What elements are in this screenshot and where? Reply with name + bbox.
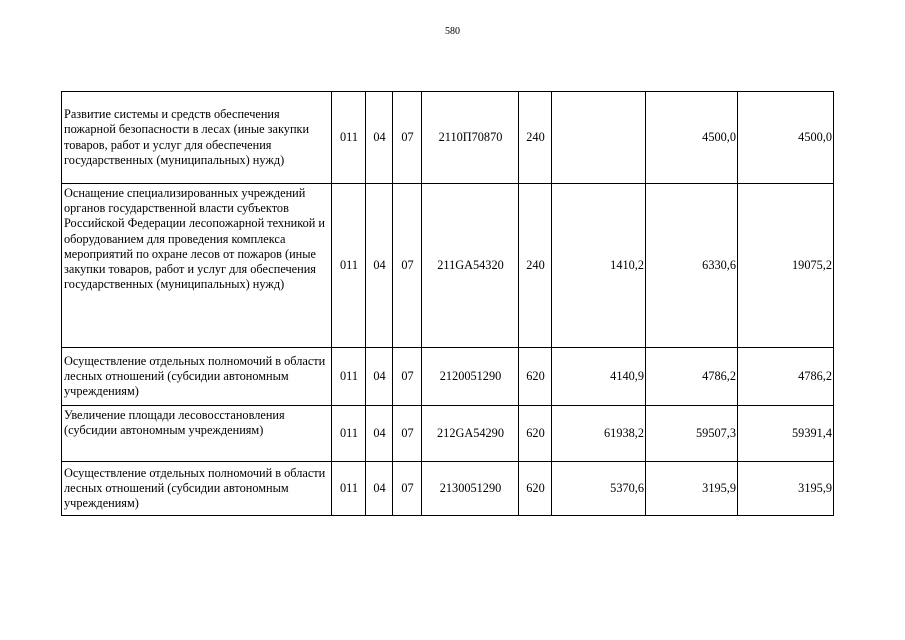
subsection-code: 07 <box>393 406 422 462</box>
table-row <box>62 406 834 462</box>
expense-type-code: 240 <box>519 184 552 348</box>
amount-2: 4500,0 <box>646 92 738 184</box>
amount-1: 61938,2 <box>552 406 646 462</box>
amount-2: 6330,6 <box>646 184 738 348</box>
budget-table <box>61 91 834 516</box>
section-code: 04 <box>366 462 393 516</box>
subsection-code: 07 <box>393 348 422 406</box>
amount-2: 3195,9 <box>646 462 738 516</box>
ministry-code: 011 <box>332 406 366 462</box>
expense-type-code: 620 <box>519 348 552 406</box>
subsection-code: 07 <box>393 92 422 184</box>
ministry-code: 011 <box>332 92 366 184</box>
amount-2: 59507,3 <box>646 406 738 462</box>
row-name: Осуществление отдельных полномочий в области лесных отношений (субсидии автономным учреждениям) <box>62 462 332 516</box>
amount-3: 19075,2 <box>738 184 834 348</box>
ministry-code: 011 <box>332 462 366 516</box>
expense-type-code: 620 <box>519 462 552 516</box>
amount-3: 59391,4 <box>738 406 834 462</box>
expense-type-code: 240 <box>519 92 552 184</box>
amount-1 <box>552 92 646 184</box>
amount-1: 5370,6 <box>552 462 646 516</box>
section-code: 04 <box>366 406 393 462</box>
target-article-code: 212GA54290 <box>422 406 519 462</box>
row-name: Осуществление отдельных полномочий в области лесных отношений (субсидии автономным учреждениям) <box>62 348 332 406</box>
table-row <box>62 92 834 184</box>
section-code: 04 <box>366 184 393 348</box>
row-name: Оснащение специализированных учреждений органов государственной власти субъектов Российской Федерации лесопожарной техникой и оборудованием для проведения комплекса мероприятий по охране лесов от пожаров (иные закупки товаров, работ и услуг для обеспечения государственных (муниципальных) нужд) <box>62 184 332 348</box>
subsection-code: 07 <box>393 462 422 516</box>
amount-1: 4140,9 <box>552 348 646 406</box>
amount-1: 1410,2 <box>552 184 646 348</box>
subsection-code: 07 <box>393 184 422 348</box>
section-code: 04 <box>366 348 393 406</box>
ministry-code: 011 <box>332 184 366 348</box>
expense-type-code: 620 <box>519 406 552 462</box>
row-name: Развитие системы и средств обеспечения пожарной безопасности в лесах (иные закупки товаров, работ и услуг для обеспечения государственных (муниципальных) нужд) <box>62 92 332 184</box>
row-name: Увеличение площади лесовосстановления (субсидии автономным учреждениям) <box>62 406 332 462</box>
target-article-code: 2120051290 <box>422 348 519 406</box>
table-row <box>62 184 834 348</box>
page-number: 580 <box>445 26 460 37</box>
ministry-code: 011 <box>332 348 366 406</box>
amount-3: 3195,9 <box>738 462 834 516</box>
target-article-code: 2130051290 <box>422 462 519 516</box>
table-row <box>62 462 834 516</box>
amount-3: 4786,2 <box>738 348 834 406</box>
target-article-code: 211GA54320 <box>422 184 519 348</box>
table-row <box>62 348 834 406</box>
amount-3: 4500,0 <box>738 92 834 184</box>
section-code: 04 <box>366 92 393 184</box>
target-article-code: 2110П70870 <box>422 92 519 184</box>
amount-2: 4786,2 <box>646 348 738 406</box>
